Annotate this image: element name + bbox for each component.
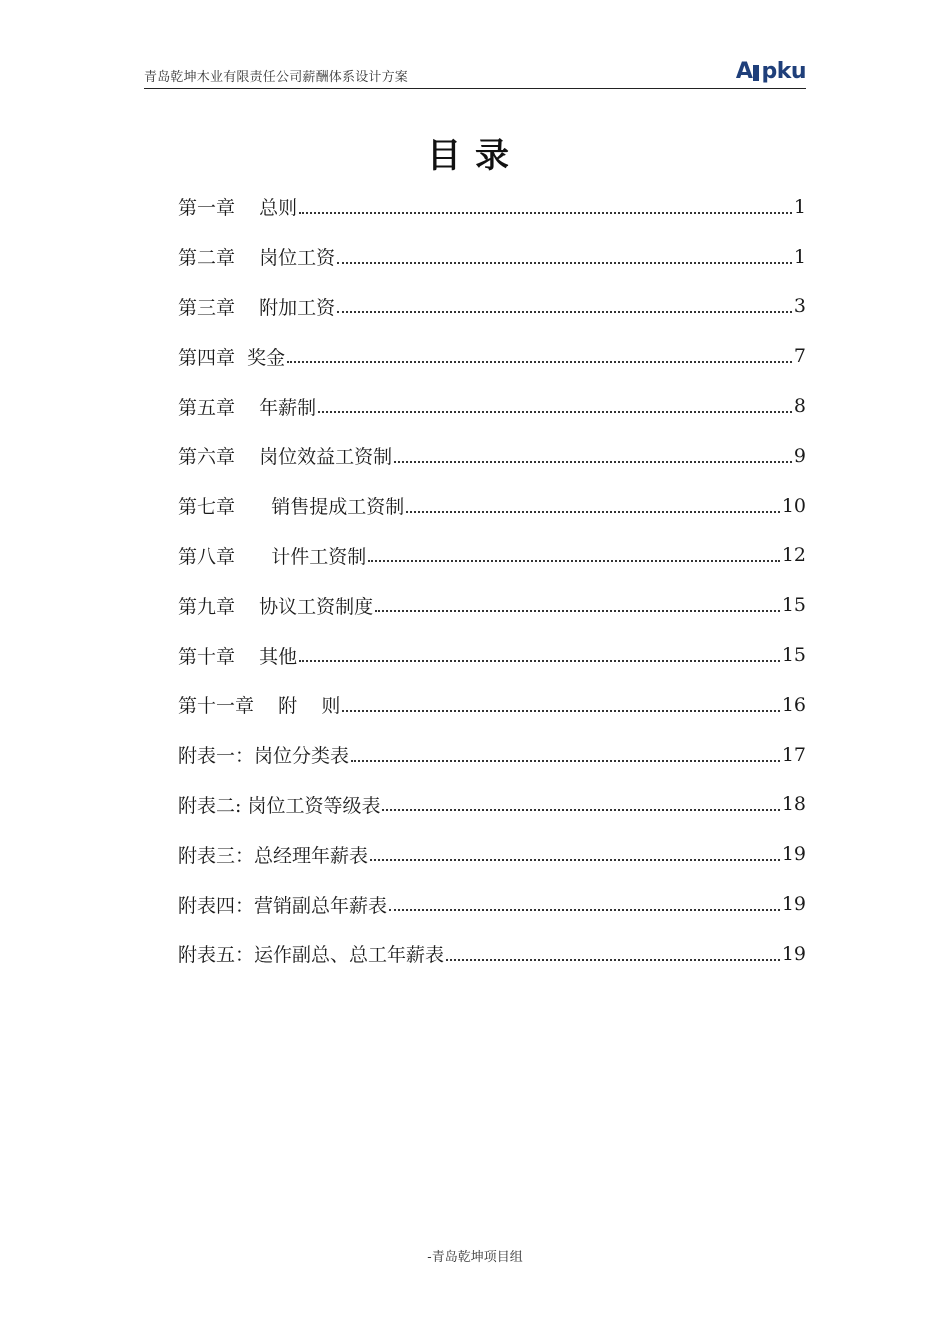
toc-title: 目录	[427, 136, 523, 176]
toc-entry[interactable]	[178, 531, 806, 581]
toc-entry[interactable]	[178, 282, 806, 332]
toc-entry-label: 第五章 年薪制	[178, 396, 317, 419]
toc-entry[interactable]	[178, 929, 806, 979]
toc-entry-label: 附表四：营销副总年薪表	[178, 894, 388, 917]
toc-entry-page: 15	[781, 644, 806, 667]
toc-entry-page: 1	[793, 195, 806, 218]
toc-entry-page: 19	[781, 843, 806, 866]
logo-bar-icon	[753, 65, 759, 81]
toc-dot-leader	[370, 859, 780, 861]
toc-entry-label: 第十一章 附 则	[178, 695, 341, 718]
toc-entry-label: 第十章 其他	[178, 645, 298, 668]
toc-entry[interactable]	[178, 381, 806, 431]
toc-entry[interactable]	[178, 481, 806, 531]
logo-text-left: A	[735, 59, 753, 84]
toc-entry-label: 附表一：岗位分类表	[178, 745, 350, 768]
toc-entry-label: 附表三：总经理年薪表	[178, 844, 369, 867]
toc-entry[interactable]	[178, 331, 806, 381]
toc-dot-leader	[287, 361, 792, 363]
toc-entry-page: 18	[781, 793, 806, 816]
toc-entry[interactable]	[178, 182, 806, 232]
toc-dot-leader	[394, 461, 792, 463]
toc-entry-page: 15	[781, 594, 806, 617]
toc-entry-label: 附表五：运作副总、总工年薪表	[178, 944, 445, 967]
toc-dot-leader	[299, 212, 792, 214]
toc-entry[interactable]	[178, 580, 806, 630]
table-of-contents	[178, 182, 806, 979]
toc-dot-leader	[375, 610, 780, 612]
toc-entry-page: 19	[781, 942, 806, 965]
toc-dot-leader	[337, 311, 792, 313]
toc-entry-label: 第九章 协议工资制度	[178, 595, 374, 618]
logo-text	[736, 61, 806, 83]
toc-dot-leader	[318, 411, 792, 413]
toc-entry-page: 12	[781, 544, 806, 567]
toc-entry-label: 第三章 附加工资	[178, 296, 336, 319]
toc-entry-page: 1	[793, 245, 806, 268]
toc-entry-page: 16	[781, 693, 806, 716]
toc-entry[interactable]	[178, 829, 806, 879]
toc-entry-page: 19	[781, 893, 806, 916]
header-title: 青岛乾坤木业有限责任公司薪酬体系设计方案	[144, 70, 409, 85]
toc-dot-leader	[446, 959, 780, 961]
toc-entry-label: 第八章 计件工资制	[178, 545, 367, 568]
alpku-logo	[736, 61, 806, 83]
toc-entry-page: 10	[781, 494, 806, 517]
toc-dot-leader	[382, 809, 779, 811]
logo-text-right: pku	[761, 59, 806, 84]
toc-entry-label: 第四章 奖金	[178, 346, 286, 369]
toc-dot-leader	[342, 710, 779, 712]
toc-entry[interactable]	[178, 879, 806, 929]
page-footer: -青岛乾坤项目组	[427, 1250, 523, 1265]
toc-entry-label: 第二章 岗位工资	[178, 247, 336, 270]
toc-dot-leader	[337, 262, 792, 264]
toc-entry[interactable]	[178, 730, 806, 780]
toc-entry-page: 17	[781, 743, 806, 766]
toc-entry-page: 8	[793, 395, 806, 418]
toc-dot-leader	[351, 760, 780, 762]
toc-dot-leader	[406, 511, 780, 513]
toc-entry-label: 附表二: 岗位工资等级表	[178, 794, 381, 817]
toc-entry-page: 9	[793, 444, 806, 467]
toc-entry[interactable]	[178, 680, 806, 730]
toc-entry-label: 第六章 岗位效益工资制	[178, 446, 393, 469]
toc-dot-leader	[389, 909, 780, 911]
toc-entry[interactable]	[178, 630, 806, 680]
toc-entry[interactable]	[178, 232, 806, 282]
toc-dot-leader	[368, 560, 780, 562]
page-header	[144, 56, 806, 89]
toc-entry[interactable]	[178, 431, 806, 481]
toc-entry-page: 3	[793, 295, 806, 318]
toc-entry[interactable]	[178, 780, 806, 830]
toc-entry-label: 第七章 销售提成工资制	[178, 496, 405, 519]
toc-entry-label: 第一章 总则	[178, 197, 298, 220]
toc-entry-page: 7	[793, 345, 806, 368]
toc-dot-leader	[299, 660, 780, 662]
